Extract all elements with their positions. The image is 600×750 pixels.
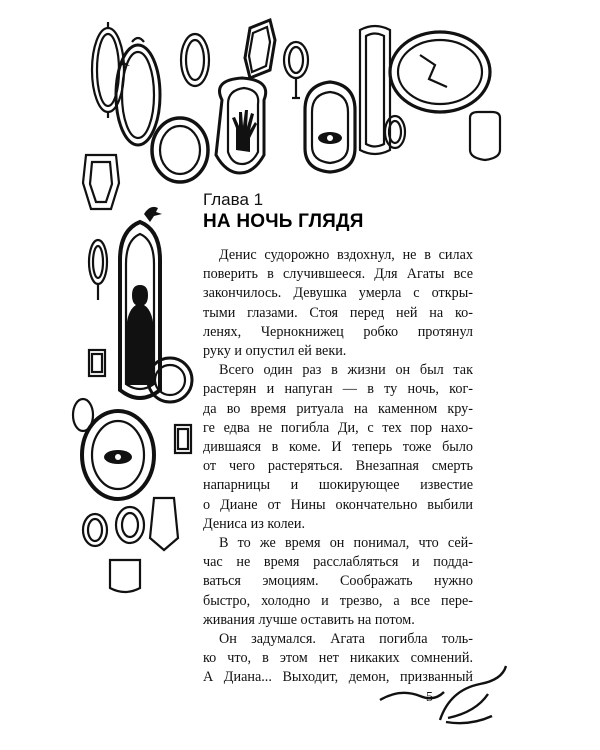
- chapter-label: Глава 1: [203, 190, 264, 209]
- mirror-left-tall-frame: [89, 240, 107, 300]
- mirror-left-small-rect: [89, 350, 105, 376]
- mirror-oval-frame-3: [181, 34, 209, 86]
- mirror-sun-frame: [148, 358, 192, 402]
- text-line: от чего растеряться. Внезапная смерть: [203, 458, 473, 475]
- text-line: Всего один раз в жизни он был так: [219, 362, 473, 379]
- chapter-body-text: [203, 246, 473, 688]
- text-line: руку и опустил ей веки.: [203, 343, 347, 360]
- text-line: А Диана... Выходит, демон, призванный: [203, 669, 473, 686]
- text-line: закончилось. Девушка умерла с откры-: [203, 285, 473, 302]
- text-line: дившаяся в коме. И теперь тоже было: [203, 439, 473, 456]
- mirror-small-frame-3: [150, 498, 178, 550]
- text-line: Дениса из колеи.: [203, 515, 305, 532]
- text-line: ленях, Чернокнижец робко протянул: [203, 323, 473, 340]
- mirror-small-oval-frame: [385, 116, 405, 148]
- text-line: поверить в случившееся. Для Агаты все: [203, 266, 473, 283]
- chapter-title: НА НОЧЬ ГЛЯДЯ: [203, 211, 364, 232]
- text-line: ге едва не погибла Ди, с тех пор нахо-: [203, 419, 473, 436]
- text-line: Он задумался. Агата погибла толь-: [219, 631, 473, 648]
- text-line: тыми глазами. Стоя перед ней на ко-: [203, 304, 473, 321]
- mirror-rect-frame-right: [470, 112, 500, 160]
- page-number: 5: [426, 690, 433, 705]
- text-line: час не время расслабляться и подда-: [203, 554, 473, 571]
- hand-icon: [232, 110, 257, 152]
- text-line: живания лучше оставить на потом.: [203, 611, 415, 628]
- crow-icon: [144, 207, 162, 222]
- mirror-eye-frame-large: [305, 82, 355, 172]
- mirror-small-frame-6: [110, 560, 140, 592]
- text-line: растерян и напуган — в ту ночь, ког-: [203, 381, 473, 398]
- text-line: быстро, холодно и трезво, а все пере-: [203, 592, 473, 609]
- text-line: да во время ритуала на каменном кру-: [203, 400, 473, 417]
- silhouette-figure-icon: [126, 285, 154, 385]
- text-line: Денис судорожно вздохнул, не в силах: [219, 247, 473, 263]
- text-line: напарницы и шокирующее известие: [203, 477, 473, 494]
- mirror-small-rect-frame: [83, 155, 119, 209]
- text-line: ваться эмоциям. Соображать нужно: [203, 573, 473, 590]
- mirror-hand-mirror-frame: [284, 42, 308, 98]
- text-line: о Диане от Нины окончательно выбили: [203, 496, 473, 513]
- text-line: В то же время он понимал, что сей-: [219, 535, 473, 552]
- mirror-cracked-oval-frame: [390, 32, 490, 112]
- mirror-hexagon-frame: [245, 20, 275, 78]
- mirror-small-frame-5: [83, 514, 107, 546]
- text-line: ко что, в этом нет никаких сомнений.: [203, 650, 473, 667]
- mirror-round-ornate-frame: [152, 118, 208, 182]
- mirror-small-frame-2: [175, 425, 191, 453]
- mirror-small-frame-1: [73, 399, 93, 431]
- eye-pupil-highlight-bottom: [115, 454, 121, 460]
- eye-pupil-highlight: [327, 135, 333, 141]
- mirror-small-frame-4: [116, 507, 144, 543]
